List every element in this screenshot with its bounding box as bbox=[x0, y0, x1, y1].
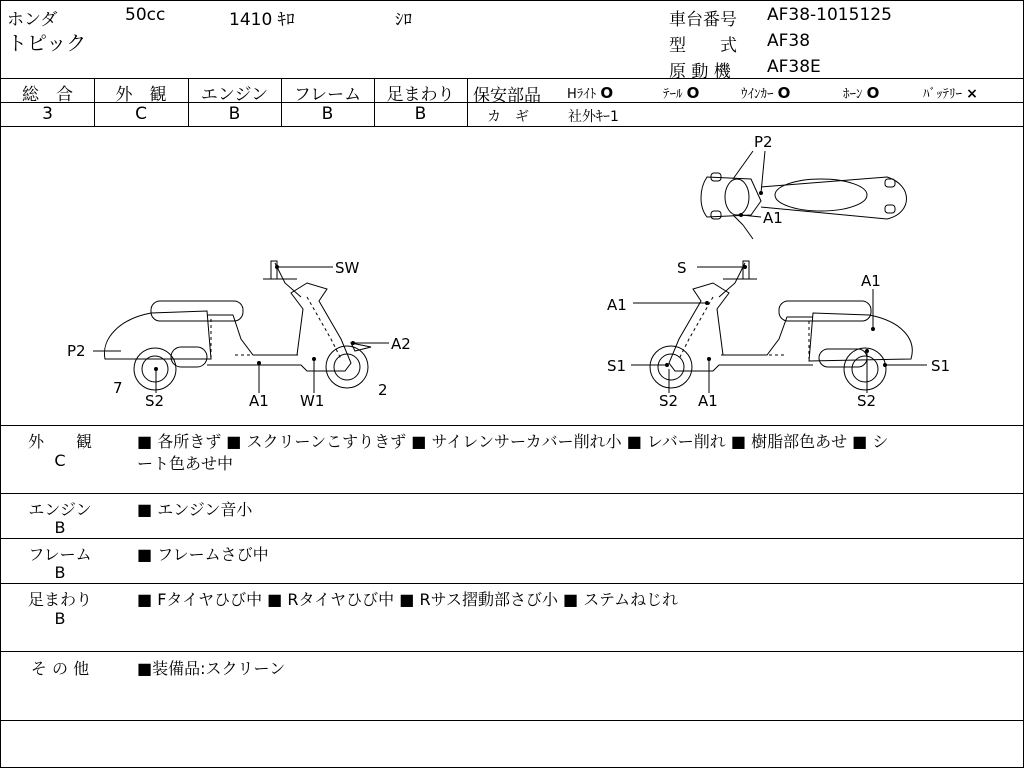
model-name: トピック bbox=[7, 31, 87, 55]
maker: ホンダ bbox=[7, 10, 58, 30]
section-suspension-label: 足まわり bbox=[27, 590, 92, 609]
divider bbox=[1, 583, 1023, 584]
safety-label: 保安部品 bbox=[473, 86, 541, 106]
section-other-text: ■装備品:スクリーン bbox=[137, 659, 286, 678]
label-w1: W1 bbox=[300, 392, 325, 410]
label-a2: A2 bbox=[391, 335, 411, 353]
label-a1-left: A1 bbox=[249, 392, 269, 410]
label-p2-left: P2 bbox=[67, 342, 86, 360]
divider bbox=[1, 720, 1023, 721]
divider bbox=[1, 493, 1023, 494]
divider bbox=[1, 651, 1023, 652]
grade-overall-value: 3 bbox=[42, 104, 53, 124]
divider bbox=[467, 102, 1023, 103]
label-p2-top: P2 bbox=[754, 133, 773, 151]
grade-exterior-label: 外 観 bbox=[115, 85, 167, 105]
section-suspension-text: ■ Fタイヤひび中 ■ Rタイヤひび中 ■ Rサス摺動部さび小 ■ ステムねじれ bbox=[137, 590, 679, 609]
grade-suspension-label: 足まわり bbox=[386, 85, 455, 105]
label-s2-left: S2 bbox=[145, 392, 165, 410]
key-value: 社外ｷｰ1 bbox=[568, 109, 619, 125]
divider bbox=[467, 78, 468, 126]
engine-label: 原 動 機 bbox=[669, 62, 731, 82]
label-a1-right-front: A1 bbox=[698, 392, 718, 410]
grade-engine-label: エンジン bbox=[200, 85, 269, 105]
section-frame-grade: B bbox=[54, 563, 66, 582]
color: ｼﾛ bbox=[395, 10, 412, 30]
section-suspension-grade: B bbox=[54, 609, 66, 628]
section-exterior-label: 外 観 bbox=[27, 432, 92, 451]
divider bbox=[1, 425, 1023, 426]
section-engine-grade: B bbox=[54, 518, 66, 537]
mileage: 1410 ｷﾛ bbox=[229, 10, 295, 30]
divider bbox=[1, 538, 1023, 539]
section-exterior-text-2: ート色あせ中 bbox=[137, 454, 234, 473]
label-s1-left: S1 bbox=[607, 357, 627, 375]
safety-horn: ﾎｰﾝ O bbox=[843, 84, 880, 102]
label-2: 2 bbox=[378, 381, 388, 399]
key-label: カ ギ bbox=[487, 109, 529, 125]
section-frame-label: フレーム bbox=[28, 545, 92, 564]
label-s2-right-rear: S2 bbox=[857, 392, 877, 410]
label-sw: SW bbox=[335, 259, 360, 277]
safety-tail: ﾃｰﾙ O bbox=[663, 84, 700, 102]
label-s1-right: S1 bbox=[931, 357, 951, 375]
safety-winker: ｳｲﾝｶｰ O bbox=[741, 84, 791, 102]
type-value: AF38 bbox=[767, 31, 811, 51]
label-a1-right-top: A1 bbox=[861, 272, 881, 290]
section-frame-text: ■ フレームさび中 bbox=[137, 545, 269, 564]
label-a1-right-upper: A1 bbox=[607, 296, 627, 314]
grade-engine-value: B bbox=[228, 104, 241, 124]
divider bbox=[1, 78, 1023, 79]
section-exterior-grade: C bbox=[54, 451, 66, 470]
engine-value: AF38E bbox=[767, 57, 821, 77]
displacement: 50cc bbox=[125, 5, 166, 25]
scooter-left-view bbox=[93, 261, 389, 393]
scooter-right-view bbox=[631, 261, 927, 393]
vin-label: 車台番号 bbox=[669, 10, 737, 30]
section-exterior-text: ■ 各所きず ■ スクリーンこすりきず ■ サイレンサーカバー削れ小 ■ レバー削れ ■ 樹脂部色あせ ■ シ bbox=[137, 432, 889, 451]
grade-overall-label: 総 合 bbox=[22, 85, 73, 105]
section-other-label: そ の 他 bbox=[30, 659, 90, 678]
grade-exterior-value: C bbox=[135, 104, 147, 124]
section-engine-label: エンジン bbox=[28, 500, 92, 519]
type-label: 型 式 bbox=[669, 36, 737, 56]
grade-frame-label: フレーム bbox=[293, 85, 362, 105]
grade-frame-value: B bbox=[321, 104, 334, 124]
damage-diagram bbox=[1, 127, 1023, 425]
scooter-top-view bbox=[701, 151, 907, 239]
grade-suspension-value: B bbox=[414, 104, 427, 124]
label-7: 7 bbox=[113, 379, 123, 397]
label-s-right: S bbox=[677, 259, 687, 277]
safety-battery: ﾊﾞｯﾃﾘｰ × bbox=[923, 86, 978, 102]
safety-headlight: Hﾗｲﾄ O bbox=[567, 84, 614, 102]
label-a1-top: A1 bbox=[763, 209, 783, 227]
label-s2-right-front: S2 bbox=[659, 392, 679, 410]
vin: AF38-1015125 bbox=[767, 5, 892, 25]
section-engine-text: ■ エンジン音小 bbox=[137, 500, 253, 519]
